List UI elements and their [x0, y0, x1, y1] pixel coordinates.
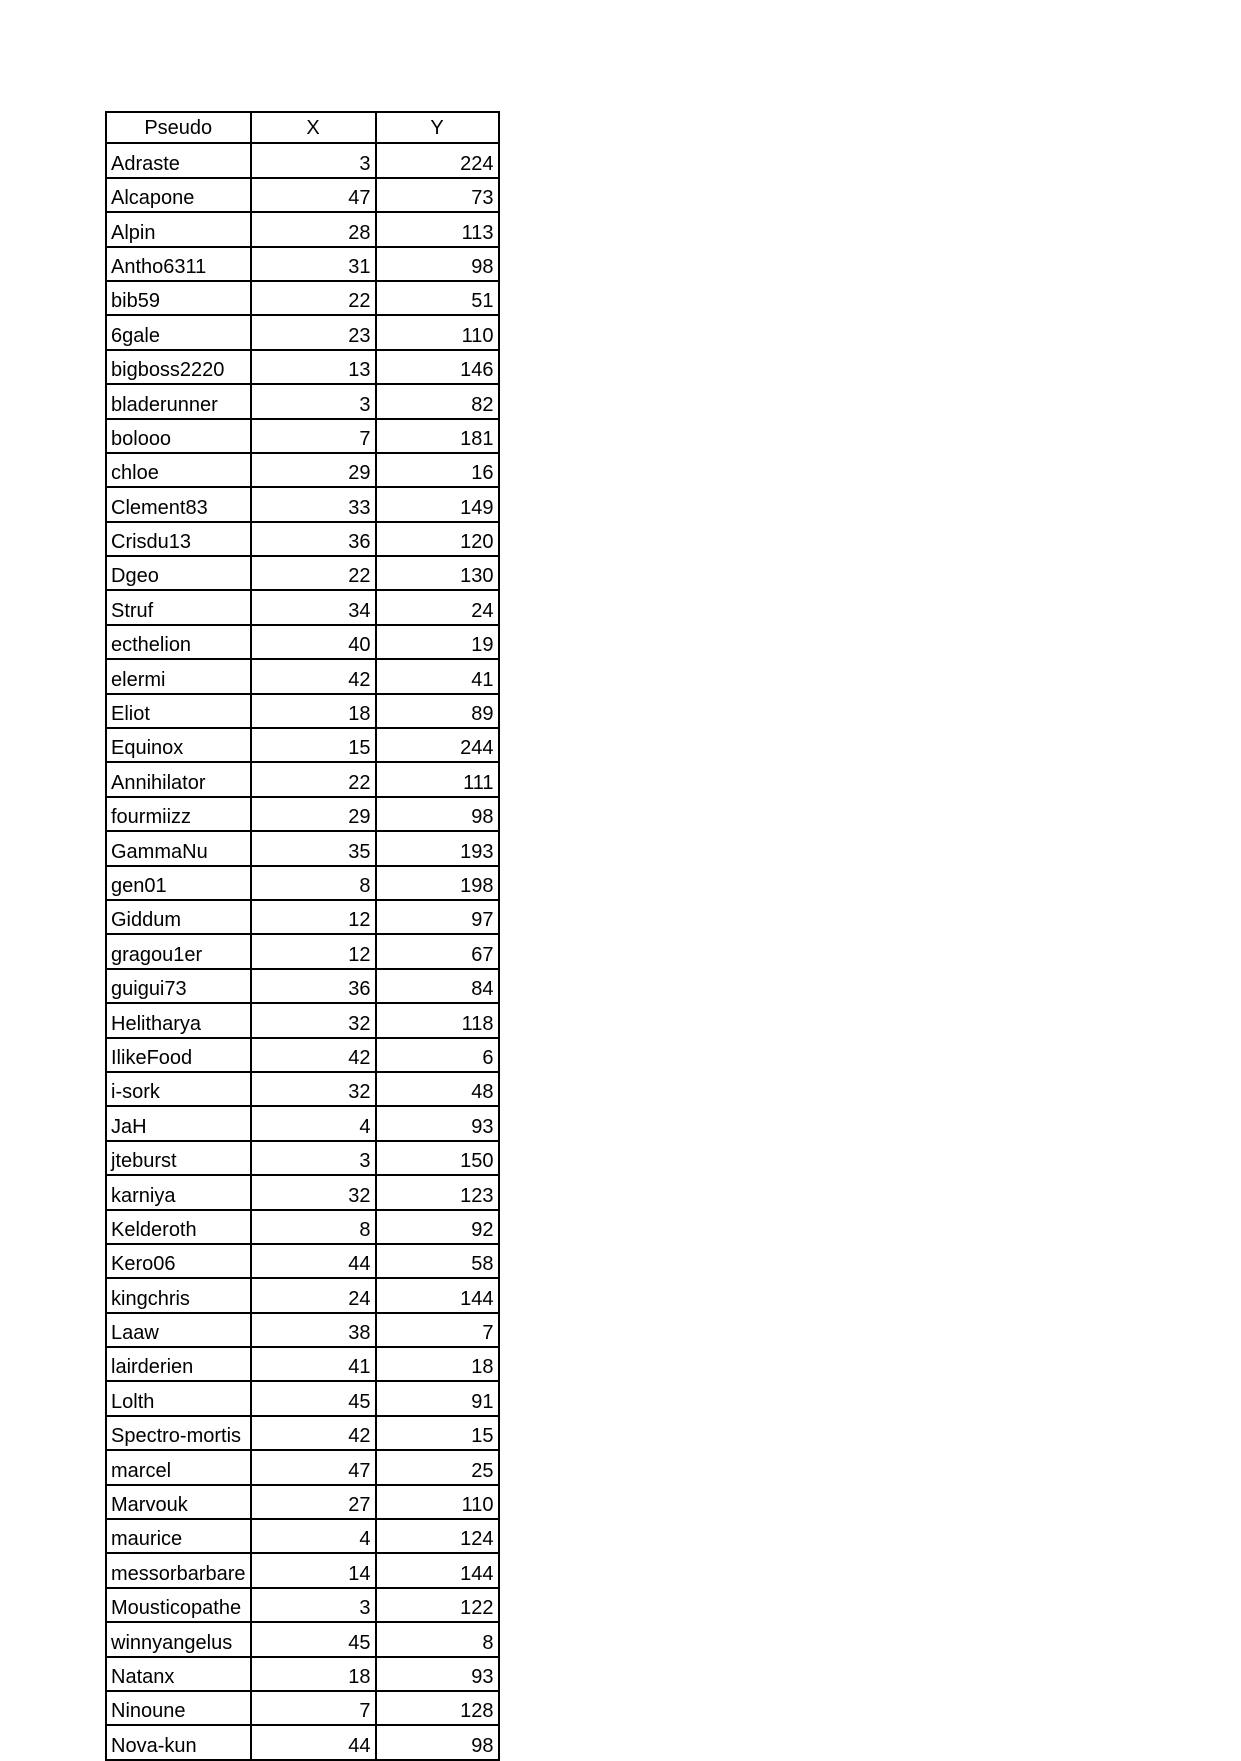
x-cell: 12: [251, 934, 376, 968]
pseudo-cell: Marvouk: [106, 1485, 251, 1519]
pseudo-cell: elermi: [106, 659, 251, 693]
table-row: [106, 1416, 499, 1450]
x-cell: 29: [251, 797, 376, 831]
table-row: [106, 900, 499, 934]
header-x: X: [251, 112, 376, 143]
y-cell: 98: [376, 247, 499, 281]
table-row: [106, 1278, 499, 1312]
x-cell: 44: [251, 1244, 376, 1278]
table-row: [106, 522, 499, 556]
pseudo-cell: Struf: [106, 590, 251, 624]
pseudo-cell: Clement83: [106, 487, 251, 521]
x-cell: 38: [251, 1313, 376, 1347]
x-cell: 40: [251, 625, 376, 659]
header-row: [106, 112, 499, 143]
pseudo-cell: chloe: [106, 453, 251, 487]
y-cell: 16: [376, 453, 499, 487]
table-body: [106, 143, 499, 1759]
x-cell: 3: [251, 1588, 376, 1622]
pseudo-cell: Laaw: [106, 1313, 251, 1347]
pseudo-cell: Helitharya: [106, 1003, 251, 1037]
x-cell: 41: [251, 1347, 376, 1381]
x-cell: 22: [251, 556, 376, 590]
y-cell: 198: [376, 866, 499, 900]
table-row: [106, 1141, 499, 1175]
y-cell: 146: [376, 350, 499, 384]
pseudo-cell: karniya: [106, 1175, 251, 1209]
pseudo-cell: bladerunner: [106, 384, 251, 418]
y-cell: 149: [376, 487, 499, 521]
pseudo-cell: jteburst: [106, 1141, 251, 1175]
table-row: [106, 625, 499, 659]
y-cell: 113: [376, 212, 499, 246]
table-row: [106, 1657, 499, 1691]
table-row: [106, 1519, 499, 1553]
pseudo-cell: 6gale: [106, 315, 251, 349]
x-cell: 33: [251, 487, 376, 521]
x-cell: 28: [251, 212, 376, 246]
y-cell: 118: [376, 1003, 499, 1037]
x-cell: 7: [251, 419, 376, 453]
table-row: [106, 1381, 499, 1415]
y-cell: 244: [376, 728, 499, 762]
y-cell: 82: [376, 384, 499, 418]
pseudo-cell: IlikeFood: [106, 1038, 251, 1072]
y-cell: 25: [376, 1450, 499, 1484]
x-cell: 22: [251, 762, 376, 796]
x-cell: 23: [251, 315, 376, 349]
header-pseudo: Pseudo: [106, 112, 251, 143]
pseudo-cell: kingchris: [106, 1278, 251, 1312]
x-cell: 4: [251, 1519, 376, 1553]
x-cell: 13: [251, 350, 376, 384]
table-row: [106, 1588, 499, 1622]
table-row: [106, 969, 499, 1003]
y-cell: 93: [376, 1106, 499, 1140]
x-cell: 32: [251, 1072, 376, 1106]
table-row: [106, 1072, 499, 1106]
y-cell: 98: [376, 1725, 499, 1759]
pseudo-cell: fourmiizz: [106, 797, 251, 831]
y-cell: 144: [376, 1278, 499, 1312]
pseudo-cell: Kelderoth: [106, 1210, 251, 1244]
x-cell: 24: [251, 1278, 376, 1312]
y-cell: 193: [376, 831, 499, 865]
x-cell: 35: [251, 831, 376, 865]
x-cell: 12: [251, 900, 376, 934]
table-row: [106, 590, 499, 624]
pseudo-cell: Nova-kun: [106, 1725, 251, 1759]
table-row: [106, 1038, 499, 1072]
x-cell: 15: [251, 728, 376, 762]
y-cell: 144: [376, 1553, 499, 1587]
x-cell: 3: [251, 143, 376, 177]
pseudo-cell: bib59: [106, 281, 251, 315]
table-row: [106, 694, 499, 728]
table-row: [106, 178, 499, 212]
y-cell: 111: [376, 762, 499, 796]
table-row: [106, 1313, 499, 1347]
table-row: [106, 453, 499, 487]
pseudo-cell: Adraste: [106, 143, 251, 177]
pseudo-cell: Antho6311: [106, 247, 251, 281]
pseudo-cell: Kero06: [106, 1244, 251, 1278]
pseudo-cell: lairderien: [106, 1347, 251, 1381]
y-cell: 15: [376, 1416, 499, 1450]
x-cell: 29: [251, 453, 376, 487]
pseudo-cell: Crisdu13: [106, 522, 251, 556]
table-row: [106, 350, 499, 384]
pseudo-cell: Spectro-mortis: [106, 1416, 251, 1450]
table-row: [106, 797, 499, 831]
table-row: [106, 1450, 499, 1484]
y-cell: 6: [376, 1038, 499, 1072]
pseudo-cell: gragou1er: [106, 934, 251, 968]
y-cell: 122: [376, 1588, 499, 1622]
y-cell: 73: [376, 178, 499, 212]
y-cell: 48: [376, 1072, 499, 1106]
y-cell: 24: [376, 590, 499, 624]
table-row: [106, 1725, 499, 1759]
table-row: [106, 659, 499, 693]
pseudo-cell: Mousticopathe: [106, 1588, 251, 1622]
y-cell: 124: [376, 1519, 499, 1553]
x-cell: 4: [251, 1106, 376, 1140]
x-cell: 36: [251, 522, 376, 556]
table-row: [106, 247, 499, 281]
x-cell: 3: [251, 1141, 376, 1175]
table-row: [106, 143, 499, 177]
table-row: [106, 1485, 499, 1519]
y-cell: 84: [376, 969, 499, 1003]
pseudo-cell: Eliot: [106, 694, 251, 728]
x-cell: 18: [251, 1657, 376, 1691]
pseudo-cell: Ninoune: [106, 1691, 251, 1725]
pseudo-cell: Natanx: [106, 1657, 251, 1691]
y-cell: 41: [376, 659, 499, 693]
y-cell: 67: [376, 934, 499, 968]
x-cell: 3: [251, 384, 376, 418]
x-cell: 22: [251, 281, 376, 315]
x-cell: 7: [251, 1691, 376, 1725]
table-row: [106, 1106, 499, 1140]
y-cell: 98: [376, 797, 499, 831]
table-row: [106, 934, 499, 968]
table-row: [106, 1244, 499, 1278]
x-cell: 34: [251, 590, 376, 624]
pseudo-cell: GammaNu: [106, 831, 251, 865]
pseudo-cell: maurice: [106, 1519, 251, 1553]
y-cell: 123: [376, 1175, 499, 1209]
pseudo-cell: guigui73: [106, 969, 251, 1003]
x-cell: 27: [251, 1485, 376, 1519]
table-row: [106, 831, 499, 865]
x-cell: 31: [251, 247, 376, 281]
table-row: [106, 315, 499, 349]
x-cell: 42: [251, 1416, 376, 1450]
pseudo-cell: Dgeo: [106, 556, 251, 590]
table-row: [106, 1210, 499, 1244]
table-row: [106, 384, 499, 418]
table-row: [106, 1553, 499, 1587]
y-cell: 8: [376, 1622, 499, 1656]
y-cell: 89: [376, 694, 499, 728]
pseudo-cell: bolooo: [106, 419, 251, 453]
pseudo-cell: messorbarbare: [106, 1553, 251, 1587]
y-cell: 97: [376, 900, 499, 934]
table-row: [106, 1003, 499, 1037]
y-cell: 91: [376, 1381, 499, 1415]
y-cell: 19: [376, 625, 499, 659]
pseudo-cell: Lolth: [106, 1381, 251, 1415]
pseudo-cell: bigboss2220: [106, 350, 251, 384]
pseudo-cell: Alpin: [106, 212, 251, 246]
y-cell: 51: [376, 281, 499, 315]
table-row: [106, 1347, 499, 1381]
table-row: [106, 1691, 499, 1725]
y-cell: 181: [376, 419, 499, 453]
coordinates-table: [105, 111, 500, 1761]
x-cell: 14: [251, 1553, 376, 1587]
table-row: [106, 866, 499, 900]
y-cell: 130: [376, 556, 499, 590]
pseudo-cell: ecthelion: [106, 625, 251, 659]
table-row: [106, 762, 499, 796]
table-row: [106, 1175, 499, 1209]
x-cell: 32: [251, 1175, 376, 1209]
pseudo-cell: Alcapone: [106, 178, 251, 212]
table-row: [106, 281, 499, 315]
y-cell: 150: [376, 1141, 499, 1175]
x-cell: 47: [251, 178, 376, 212]
pseudo-cell: gen01: [106, 866, 251, 900]
table-row: [106, 487, 499, 521]
header-y: Y: [376, 112, 499, 143]
table-row: [106, 556, 499, 590]
x-cell: 47: [251, 1450, 376, 1484]
x-cell: 18: [251, 694, 376, 728]
pseudo-cell: Equinox: [106, 728, 251, 762]
y-cell: 128: [376, 1691, 499, 1725]
pseudo-cell: JaH: [106, 1106, 251, 1140]
x-cell: 8: [251, 1210, 376, 1244]
y-cell: 110: [376, 315, 499, 349]
x-cell: 42: [251, 659, 376, 693]
y-cell: 7: [376, 1313, 499, 1347]
table-row: [106, 419, 499, 453]
pseudo-cell: Annihilator: [106, 762, 251, 796]
y-cell: 120: [376, 522, 499, 556]
y-cell: 58: [376, 1244, 499, 1278]
y-cell: 92: [376, 1210, 499, 1244]
pseudo-cell: Giddum: [106, 900, 251, 934]
y-cell: 93: [376, 1657, 499, 1691]
table-row: [106, 212, 499, 246]
x-cell: 44: [251, 1725, 376, 1759]
table-row: [106, 728, 499, 762]
y-cell: 224: [376, 143, 499, 177]
x-cell: 45: [251, 1381, 376, 1415]
x-cell: 8: [251, 866, 376, 900]
table-row: [106, 1622, 499, 1656]
pseudo-cell: marcel: [106, 1450, 251, 1484]
x-cell: 32: [251, 1003, 376, 1037]
x-cell: 42: [251, 1038, 376, 1072]
x-cell: 45: [251, 1622, 376, 1656]
pseudo-cell: i-sork: [106, 1072, 251, 1106]
y-cell: 110: [376, 1485, 499, 1519]
pseudo-cell: winnyangelus: [106, 1622, 251, 1656]
x-cell: 36: [251, 969, 376, 1003]
y-cell: 18: [376, 1347, 499, 1381]
